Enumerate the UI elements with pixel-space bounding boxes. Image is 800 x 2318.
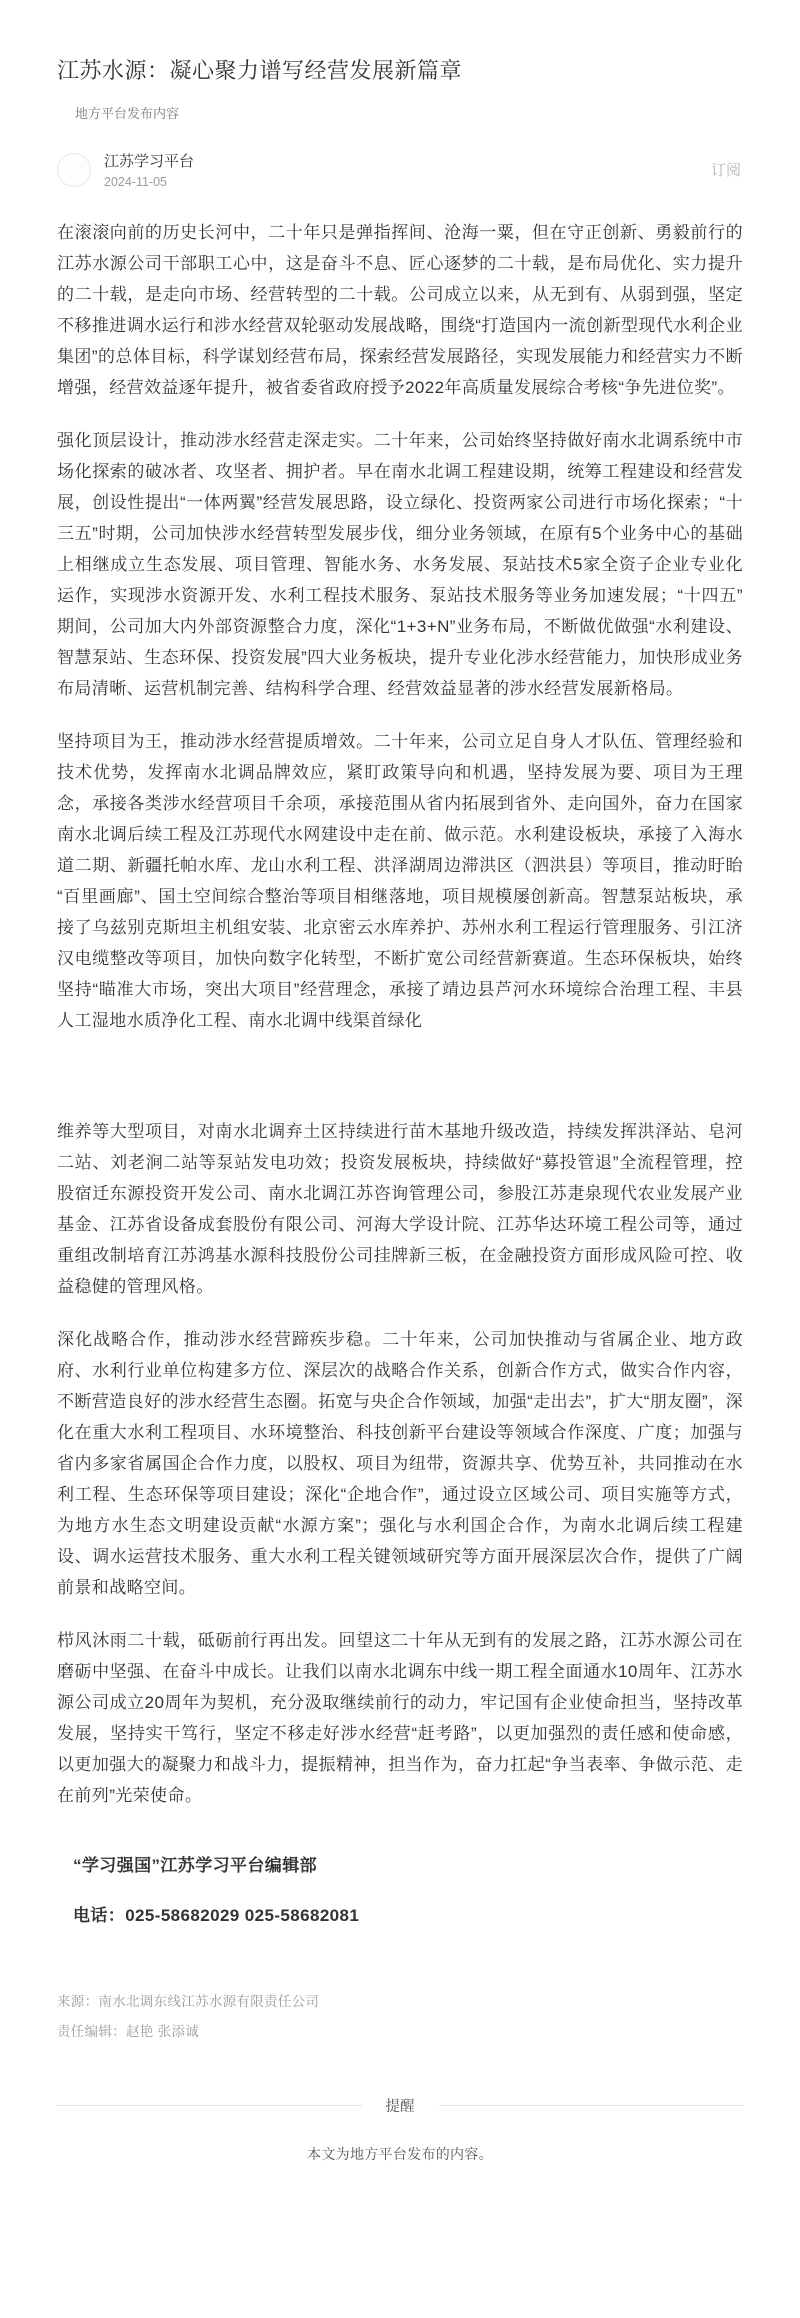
divider-left: [57, 2105, 362, 2106]
editorial-credit: “学习强国”江苏学习平台编辑部: [73, 1856, 317, 1875]
paragraph: 深化战略合作，推动涉水经营蹄疾步稳。二十年来，公司加快推动与省属企业、地方政府、水利行业单位构建多方位、深层次的战略合作关系，创新合作方式，做实合作内容，不断营造良好的涉水经营生态圈。拓宽与央企合作领域，加强“走出去”，扩大“朋友圈”，深化在重大水利工程项目、水环境整治、科技创新平台建设等领域合作深度、广度；加强与省内多家省属国企合作力度，以股权、项目为纽带，资源共享、优势互补，共同推动在水利工程、生态环保等项目建设；深化“企地合作”，通过设立区域公司、项目实施等方式，为地方水生态文明建设贡献“水源方案”；强化与水利国企合作，为南水北调后续工程建设、调水运营技术服务、重大水利工程关键领域研究等方面开展深层次合作，提供了广阔前景和战略空间。: [57, 1330, 743, 1597]
content-type-label: 地方平台发布内容: [75, 106, 180, 121]
notice-header: [57, 2095, 743, 2116]
editor-line: 责任编辑：赵艳 张添诚: [57, 2024, 200, 2039]
article-body: [57, 217, 743, 1929]
paragraph: 栉风沐雨二十载，砥砺前行再出发。回望这二十年从无到有的发展之路，江苏水源公司在磨砺中坚强、在奋斗中成长。让我们以南水北调东中线一期工程全面通水10周年、江苏水源公司成立20周年为契机，充分汲取继续前行的动力，牢记国有企业使命担当，坚持改革发展，坚持实干笃行，坚定不移走好涉水经营“赶考路”，以更加强烈的责任感和使命感，以更加强大的凝聚力和战斗力，提振精神，担当作为，奋力扛起“争当表率、争做示范、走在前列”光荣使命。: [57, 1631, 743, 1805]
paragraph: 维养等大型项目，对南水北调弃土区持续进行苗木基地升级改造，持续发挥洪泽站、皂河二站、刘老涧二站等泵站发电功效；投资发展板块，持续做好“募投管退”全流程管理，控股宿迁东源投资开发公司、南水北调江苏咨询管理公司，参股江苏疌泉现代农业发展产业基金、江苏省设备成套股份有限公司、河海大学设计院、江苏华达环境工程公司等，通过重组改制培育江苏鸿基水源科技股份公司挂牌新三板，在金融投资方面形成风险可控、收益稳健的管理风格。: [57, 1122, 743, 1296]
publisher-avatar[interactable]: [57, 153, 91, 187]
article-meta: [57, 1987, 743, 2047]
paragraph: 强化顶层设计，推动涉水经营走深走实。二十年来，公司始终坚持做好南水北调系统中市场化探索的破冰者、攻坚者、拥护者。早在南水北调工程建设期，统筹工程建设和经营发展，创设性提出“一体两翼”经营发展思路，设立绿化、投资两家公司进行市场化探索；“十三五”时期，公司加快涉水经营转型发展步伐，细分业务领域，在原有5个业务中心的基础上相继成立生态发展、项目管理、智能水务、水务发展、泵站技术5家全资子企业专业化运作，实现涉水资源开发、水利工程技术服务、泵站技术服务等业务加速发展；“十四五”期间，公司加大内外部资源整合力度，深化“1+3+N”业务布局，不断做优做强“水利建设、智慧泵站、生态环保、投资发展”四大业务板块，提升专业化涉水经营能力，加快形成业务布局清晰、运营机制完善、结构科学合理、经营效益显著的涉水经营发展新格局。: [57, 431, 743, 698]
subscribe-button[interactable]: 订阅: [710, 162, 741, 179]
paragraph: 在滚滚向前的历史长河中，二十年只是弹指挥间、沧海一粟，但在守正创新、勇毅前行的江苏水源公司干部职工心中，这是奋斗不息、匠心逐梦的二十载，是布局优化、实力提升的二十载，是走向市场、经营转型的二十载。公司成立以来，从无到有、从弱到强，坚定不移推进调水运行和涉水经营双轮驱动发展战略，围绕“打造国内一流创新型现代水利企业集团”的总体目标，科学谋划经营布局，探索经营发展路径，实现发展能力和经营实力不断增强，经营效益逐年提升，被省委省政府授予2022年高质量发展综合考核“争先进位奖”。: [57, 223, 743, 397]
paragraph: 坚持项目为王，推动涉水经营提质增效。二十年来，公司立足自身人才队伍、管理经验和技术优势，发挥南水北调品牌效应，紧盯政策导向和机遇，坚持发展为要、项目为王理念，承接各类涉水经营项目千余项，承接范围从省内拓展到省外、走向国外，奋力在国家南水北调后续工程及江苏现代水网建设中走在前、做示范。水利建设板块，承接了入海水道二期、新疆托帕水库、龙山水利工程、洪泽湖周边滞洪区（泗洪县）等项目，推动盱眙“百里画廊”、国土空间综合整治等项目相继落地，项目规模屡创新高。智慧泵站板块，承接了乌兹别克斯坦主机组安装、北京密云水库养护、苏州水利工程运行管理服务、引江济汉电缆整改等项目，加快向数字化转型，不断扩宽公司经营新赛道。生态环保板块，始终坚持“瞄准大市场，突出大项目”经营理念，承接了靖边县芦河水环境综合治理工程、丰县人工湿地水质净化工程、南水北调中线渠首绿化: [57, 732, 743, 1030]
publisher-row: [57, 150, 743, 189]
page-title: 江苏水源：凝心聚力谱写经营发展新篇章: [57, 58, 463, 83]
contact-phone: 电话：025-58682029 025-58682081: [73, 1906, 360, 1925]
source-line: 来源：南水北调东线江苏水源有限责任公司: [57, 1994, 320, 2009]
notice-text: 本文为地方平台发布的内容。: [307, 2146, 493, 2162]
paragraph-gap: [57, 1058, 743, 1116]
divider-right: [439, 2105, 744, 2106]
publisher-name[interactable]: 江苏学习平台: [104, 153, 195, 170]
notice-title: 提醒: [385, 2099, 415, 2115]
article-page: [0, 55, 800, 2244]
notice-section: [57, 2095, 743, 2164]
publish-date: 2024-11-05: [104, 175, 168, 189]
publisher-meta: [104, 150, 194, 189]
